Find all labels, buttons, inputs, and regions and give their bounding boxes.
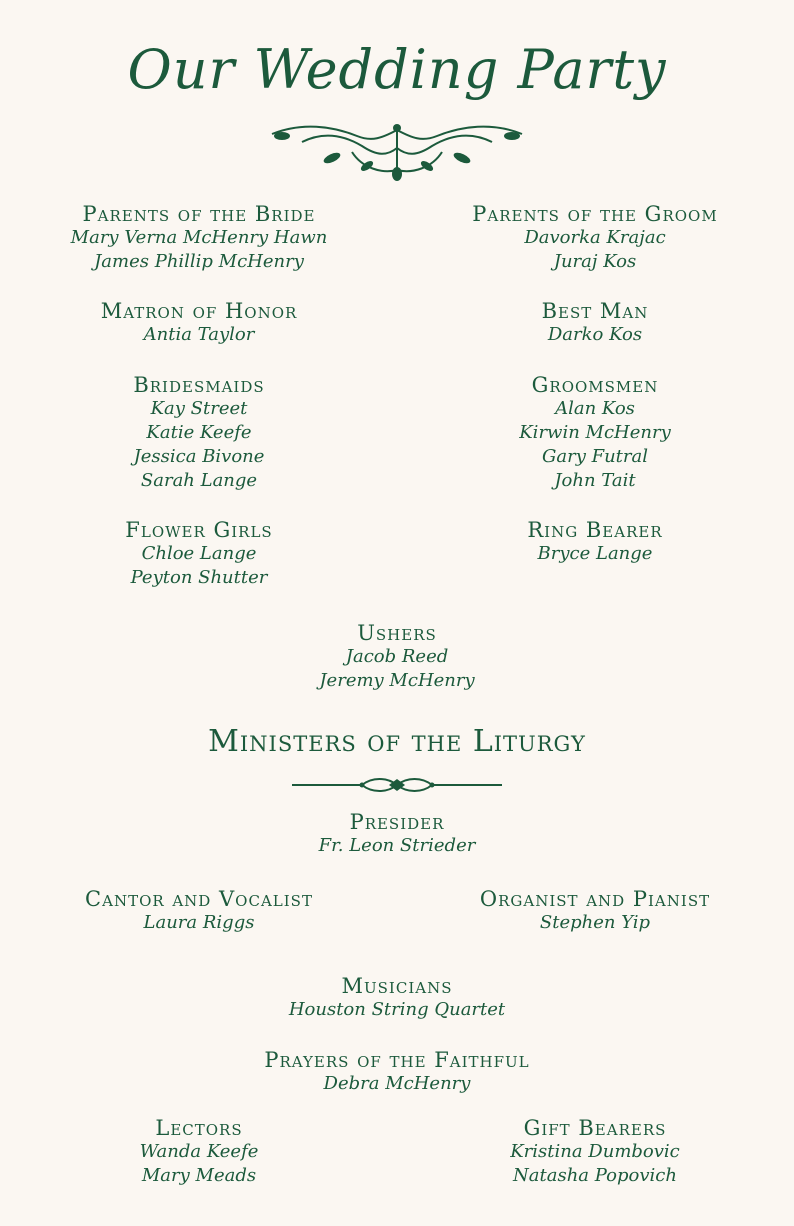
ushers bbox=[247, 621, 547, 693]
role-heading: Organist and Pianist bbox=[479, 887, 711, 911]
person-name: Jeremy McHenry bbox=[319, 670, 475, 691]
names-list bbox=[445, 323, 745, 347]
prayers-of-the-faithful bbox=[247, 1048, 547, 1096]
role-heading: Lectors bbox=[155, 1116, 243, 1140]
person-name: James Phillip McHenry bbox=[94, 251, 304, 272]
parents-of-bride bbox=[49, 202, 349, 274]
person-name: Wanda Keefe bbox=[139, 1141, 259, 1162]
person-name: Kristina Dumbovic bbox=[510, 1141, 680, 1162]
role-heading: Best Man bbox=[541, 299, 649, 323]
names-list bbox=[445, 397, 745, 493]
person-name: Mary Verna McHenry Hawn bbox=[70, 227, 328, 248]
names-list bbox=[49, 542, 349, 590]
flourish-ornament bbox=[262, 112, 532, 182]
divider-ornament bbox=[292, 774, 502, 796]
person-name: Alan Kos bbox=[555, 398, 635, 419]
person-name: Antia Taylor bbox=[143, 324, 255, 345]
role-heading: Cantor and Vocalist bbox=[85, 887, 313, 911]
person-name: Jessica Bivone bbox=[133, 446, 265, 467]
role-heading: Parents of the Bride bbox=[82, 202, 316, 226]
names-list bbox=[445, 542, 745, 566]
names-list bbox=[49, 323, 349, 347]
groomsmen bbox=[445, 373, 745, 493]
role-heading: Presider bbox=[349, 810, 445, 834]
best-man bbox=[445, 299, 745, 347]
flower-girls bbox=[49, 518, 349, 590]
person-name: John Tait bbox=[554, 470, 636, 491]
person-name: Juraj Kos bbox=[553, 251, 637, 272]
role-heading: Ushers bbox=[357, 621, 437, 645]
role-heading: Matron of Honor bbox=[100, 299, 298, 323]
bridesmaids bbox=[49, 373, 349, 493]
role-heading: Bridesmaids bbox=[133, 373, 265, 397]
person-name: Jacob Reed bbox=[345, 646, 449, 667]
person-name: Fr. Leon Strieder bbox=[318, 835, 476, 856]
gift-bearers bbox=[445, 1116, 745, 1188]
names-list bbox=[247, 645, 547, 693]
names-list bbox=[49, 226, 349, 274]
person-name: Mary Meads bbox=[141, 1165, 257, 1186]
person-name: Sarah Lange bbox=[140, 470, 258, 491]
cantor-and-vocalist bbox=[49, 887, 349, 935]
page-title: Our Wedding Party bbox=[127, 38, 667, 101]
person-name: Stephen Yip bbox=[539, 912, 651, 933]
lectors bbox=[49, 1116, 349, 1188]
organist-and-pianist bbox=[445, 887, 745, 935]
role-heading: Ring Bearer bbox=[527, 518, 663, 542]
person-name: Gary Futral bbox=[541, 446, 648, 467]
person-name: Peyton Shutter bbox=[130, 567, 268, 588]
person-name: Kirwin McHenry bbox=[519, 422, 671, 443]
parents-of-groom bbox=[445, 202, 745, 274]
person-name: Katie Keefe bbox=[146, 422, 252, 443]
names-list bbox=[49, 397, 349, 493]
person-name: Houston String Quartet bbox=[288, 999, 506, 1020]
names-list bbox=[49, 1140, 349, 1188]
names-list bbox=[247, 1072, 547, 1096]
person-name: Chloe Lange bbox=[141, 543, 257, 564]
names-list bbox=[445, 911, 745, 935]
role-heading: Gift Bearers bbox=[523, 1116, 667, 1140]
person-name: Bryce Lange bbox=[537, 543, 653, 564]
matron-of-honor bbox=[49, 299, 349, 347]
role-heading: Prayers of the Faithful bbox=[264, 1048, 530, 1072]
person-name: Laura Riggs bbox=[143, 912, 255, 933]
role-heading: Parents of the Groom bbox=[472, 202, 718, 226]
role-heading: Groomsmen bbox=[531, 373, 659, 397]
names-list bbox=[49, 911, 349, 935]
person-name: Davorka Krajac bbox=[524, 227, 666, 248]
names-list bbox=[247, 834, 547, 858]
presider bbox=[247, 810, 547, 858]
role-heading: Musicians bbox=[341, 974, 453, 998]
person-name: Natasha Popovich bbox=[513, 1165, 677, 1186]
role-heading: Flower Girls bbox=[125, 518, 273, 542]
person-name: Debra McHenry bbox=[323, 1073, 471, 1094]
section-title: Ministers of the Liturgy bbox=[208, 724, 586, 759]
musicians bbox=[247, 974, 547, 1022]
person-name: Darko Kos bbox=[547, 324, 643, 345]
names-list bbox=[247, 998, 547, 1022]
ring-bearer bbox=[445, 518, 745, 566]
person-name: Kay Street bbox=[150, 398, 248, 419]
names-list bbox=[445, 226, 745, 274]
names-list bbox=[445, 1140, 745, 1188]
